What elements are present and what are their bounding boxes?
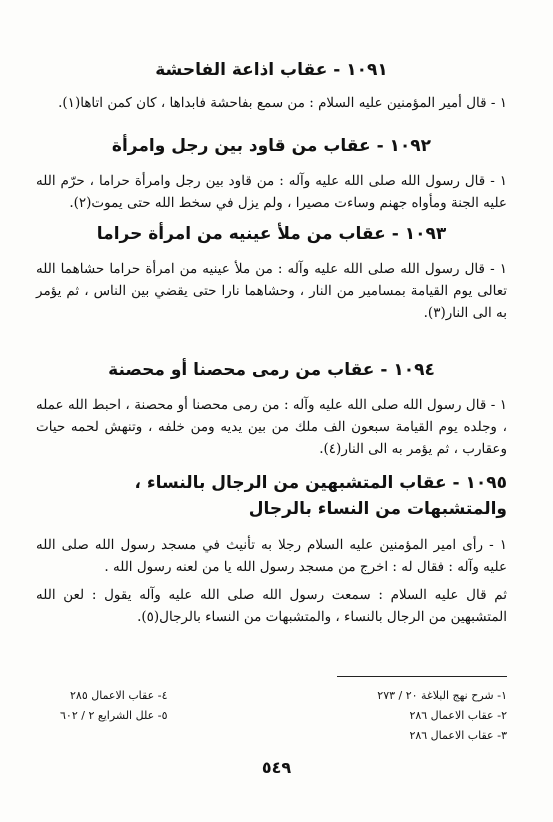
footnote: ١- شرح نهج البلاغة ٢٠ / ٢٧٣ bbox=[377, 689, 507, 702]
section-heading: ١٠٩٢ - عقاب من قاود بين رجل وامرأة bbox=[111, 136, 432, 156]
hadith-paragraph: ١ - قال أمير المؤمنين عليه السلام : من سمع بفاحشة فابداها ، كان كمن اتاها(١). bbox=[58, 95, 507, 111]
hadith-paragraph: ١ - رأى امير المؤمنين عليه السلام رجلا به تأنيث في مسجد رسول الله صلى الله عليه وآله : فقال له : اخرج من مسجد رسول الله يا من لعنه رسول الله . bbox=[36, 537, 507, 575]
footnotes-left-column bbox=[60, 686, 168, 746]
section-heading: ١٠٩٤ - عقاب من رمى محصنا أو محصنة bbox=[108, 360, 435, 380]
section-1092 bbox=[36, 134, 507, 214]
section-heading: ١٠٩١ - عقاب اذاعة الفاحشة bbox=[155, 60, 388, 80]
page-number: ٥٤٩ bbox=[261, 758, 292, 777]
section-1091 bbox=[36, 58, 507, 114]
hadith-paragraph: ثم قال عليه السلام : سمعت رسول الله صلى الله عليه وآله يقول : لعن الله المتشبهين من الرجال بالنساء ، والمتشبهات من النساء بالرجال(٥). bbox=[36, 587, 507, 625]
footnote: ٣- عقاب الاعمال ٢٨٦ bbox=[409, 729, 507, 742]
hadith-paragraph: ١ - قال رسول الله صلى الله عليه وآله : من ملأ عينيه من امرأة حراما حشاهما الله تعالى يوم القيامة بمسامير من النار ، وحشاهما نارا حتى يقضي بين الناس ، ثم يؤمر به الى النار(٣). bbox=[36, 261, 507, 321]
footnote: ٥- علل الشرايع ٢ / ٦٠٢ bbox=[60, 709, 168, 722]
section-heading: ١٠٩٣ - عقاب من ملأ عينيه من امرأة حراما bbox=[96, 224, 447, 244]
footnote: ٢- عقاب الاعمال ٢٨٦ bbox=[409, 709, 507, 722]
section-spacer bbox=[36, 330, 507, 358]
section-1095 bbox=[36, 470, 507, 628]
section-1093 bbox=[36, 222, 507, 324]
footnotes-right-column bbox=[377, 686, 507, 746]
footnote: ٤- عقاب الاعمال ٢٨٥ bbox=[70, 689, 168, 702]
hadith-paragraph: ١ - قال رسول الله صلى الله عليه وآله : من قاود بين رجل وامرأة حراما ، حرّم الله عليه الجنة ومأواه جهنم وساءت مصيرا ، ولم يزل في سخط الله حتى يموت(٢). bbox=[36, 173, 507, 211]
footnotes bbox=[60, 686, 507, 746]
hadith-paragraph: ١ - قال رسول الله صلى الله عليه وآله : من رمى محصنا أو محصنة ، احبط الله عمله ، وجلده يوم القيامة سبعون الف ملك من بين يديه ومن خلفه ، وتنهش لحمه حيات وعقارب ، ثم يؤمر به الى النار(٤). bbox=[36, 397, 507, 457]
footnote-divider bbox=[337, 676, 507, 677]
section-1094 bbox=[36, 358, 507, 460]
section-heading: ١٠٩٥ - عقاب المتشبهين من الرجال بالنساء ، والمتشبهات من النساء بالرجال bbox=[134, 473, 507, 519]
